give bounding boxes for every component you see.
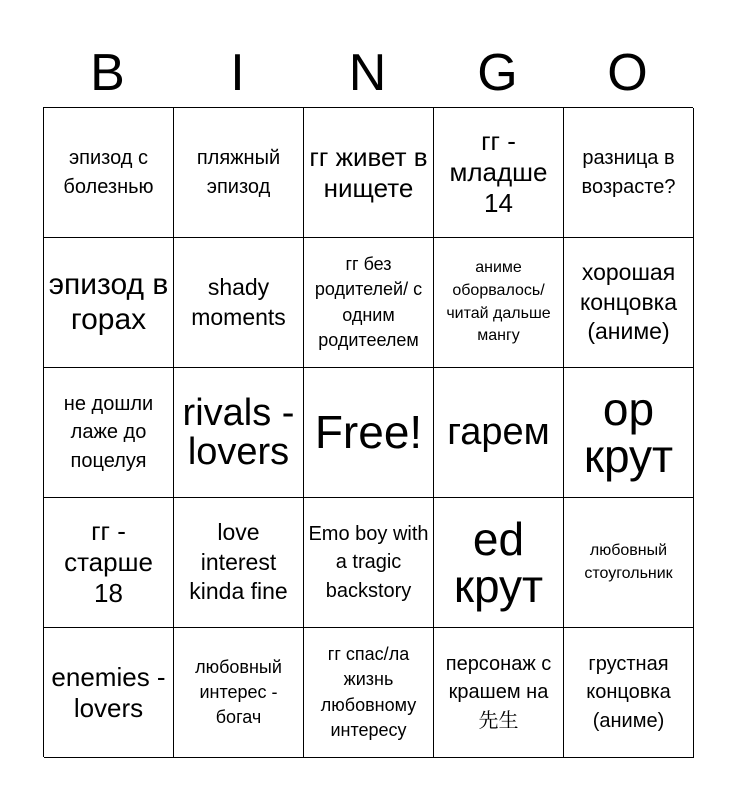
bingo-cell[interactable] <box>44 628 174 758</box>
cell-text: enemies - lovers <box>51 661 166 723</box>
cell-text: эпизод в горах <box>48 268 169 336</box>
bingo-cell[interactable] <box>304 628 434 758</box>
cell-text: гг спас/ла жизнь любовному интересу <box>320 644 417 740</box>
cell-text: op крут <box>583 382 674 482</box>
bingo-cell[interactable] <box>434 498 564 628</box>
bingo-cell[interactable] <box>304 238 434 368</box>
cell-text: пляжный эпизод <box>196 147 281 198</box>
bingo-cell[interactable] <box>44 238 174 368</box>
header-letter-n: N <box>348 44 388 102</box>
cell-text: rivals - lovers <box>182 391 295 473</box>
bingo-cell[interactable] <box>564 628 694 758</box>
header-letter-o: O <box>607 44 649 102</box>
bingo-grid <box>43 107 693 757</box>
bingo-cell[interactable] <box>564 238 694 368</box>
bingo-cell[interactable] <box>434 368 564 498</box>
cell-text: shady moments <box>191 274 286 330</box>
bingo-cell[interactable] <box>564 498 694 628</box>
bingo-cell[interactable] <box>564 108 694 238</box>
free-space-text: Free! <box>314 406 423 459</box>
bingo-cell[interactable] <box>174 628 304 758</box>
bingo-cell[interactable] <box>434 628 564 758</box>
bingo-cell[interactable] <box>564 368 694 498</box>
bingo-cell[interactable] <box>304 498 434 628</box>
cell-text: гг - младше 14 <box>449 126 548 218</box>
bingo-cell[interactable] <box>44 108 174 238</box>
free-space-cell[interactable] <box>304 368 434 498</box>
bingo-cell[interactable] <box>174 368 304 498</box>
bingo-cell[interactable] <box>44 368 174 498</box>
cell-text: разница в возрасте? <box>581 147 676 198</box>
bingo-cell[interactable] <box>174 108 304 238</box>
bingo-cell[interactable] <box>174 238 304 368</box>
cell-text: хорошая концовка (аниме) <box>579 259 678 345</box>
cell-text: не дошли лаже до поцелуя <box>63 392 154 472</box>
header-letter-b: B <box>90 44 126 102</box>
cell-text: гарем <box>447 411 550 454</box>
bingo-cell[interactable] <box>434 108 564 238</box>
bingo-cell[interactable] <box>304 108 434 238</box>
cell-text: любовный интерес - богач <box>195 656 282 728</box>
cell-text: гг - старше 18 <box>64 516 153 608</box>
cell-text: love interest kinda fine <box>189 519 288 605</box>
cell-text: аниме оборвалось/ читай дальше мангу <box>446 259 551 345</box>
cell-text: любовный стоугольник <box>584 541 673 582</box>
bingo-cell[interactable] <box>44 498 174 628</box>
header-letter-i: I <box>230 44 246 102</box>
cell-text: Emo boy with a tragic backstory <box>308 522 429 602</box>
cell-text: гг живет в нищете <box>309 141 428 203</box>
bingo-cell[interactable] <box>174 498 304 628</box>
cell-text: ed крут <box>453 512 544 612</box>
bingo-cell[interactable] <box>434 238 564 368</box>
header-letter-g: G <box>477 44 519 102</box>
bingo-header <box>43 40 693 106</box>
cell-text: гг без родителей/ с одним родитеелем <box>314 254 423 350</box>
cell-text: персонаж с крашем на 先生 <box>445 652 552 732</box>
cell-text: эпизод с болезнью <box>63 147 154 198</box>
cell-text: грустная концовка (аниме) <box>586 652 671 732</box>
